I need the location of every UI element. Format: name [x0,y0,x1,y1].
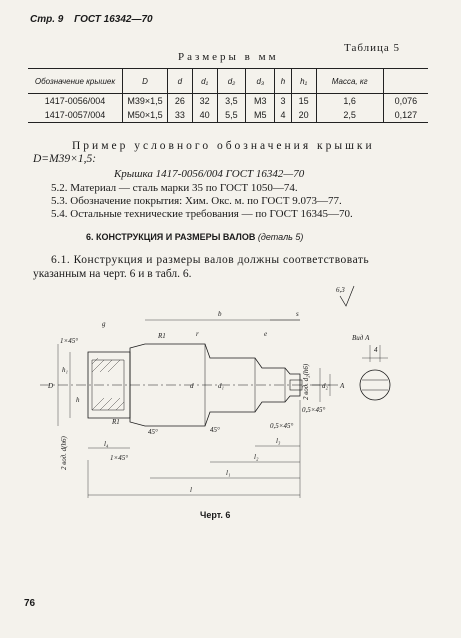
dim-d1-label: d₁ [218,382,224,390]
chamfer-label-1: 1×45° [60,337,79,345]
dim-g-label: g [102,320,106,328]
view-dim-label: 4 [374,346,378,354]
cell: 1,6 [316,94,383,109]
roughness-label-3: 2 вод. d(h6) [60,436,68,470]
cell: 1417-0057/004 [44,110,106,120]
dim-l3-label: l₃ [276,437,281,445]
cell: 3,5 [217,94,246,109]
cell: M5 [246,108,275,123]
cell: 5,5 [217,108,246,123]
dim-h1-label: h₁ [62,366,68,374]
cell: 20 [291,108,316,123]
view-label: Вид А [352,334,370,342]
dim-b-label: b [218,310,222,318]
header-cell: h₁ [291,69,316,94]
radius-label-r: r [196,330,199,338]
chamfer-label-2: 1×45° [110,454,129,462]
table-caption: Размеры в мм [178,51,279,63]
radius-label-2: R1 [112,418,120,426]
chamfer-label-3: 0,5×45° [302,406,326,414]
cell: 0,127 [383,108,428,123]
clause-6-1-line2: указанным на черт. 6 и в табл. 6. [33,268,192,280]
dim-h-label: h [76,396,80,404]
cell: 33 [168,108,193,123]
dim-e-label: e [264,330,268,338]
section-title-text: 6. КОНСТРУКЦИЯ И РАЗМЕРЫ ВАЛОВ [86,232,256,242]
cell: M3 [246,94,275,109]
dim-l1-label: l₁ [226,469,231,477]
cell: 4 [275,108,292,123]
angle-label-1: 45° [148,428,158,436]
view-a-circle [360,370,390,400]
chamfer-label-4: 0,5×45° [270,422,294,430]
example-diameter: D=M39×1,5: [33,153,97,165]
roughness-label: 6,3 [336,286,345,294]
dimension-lines [58,320,330,498]
page-number: 76 [24,598,36,609]
cell: 3 [275,94,292,109]
section-detail: (деталь 5) [257,232,304,242]
angle-label-2: 45° [210,426,220,434]
header-cell: Обозначение крышек [34,76,116,86]
dim-D-label: D [48,382,54,390]
cell: 40 [192,108,217,123]
clause-5-2: 5.2. Материал — сталь марки 35 по ГОСТ 1050—74. [51,182,298,194]
header-cell: d [168,69,193,94]
header-cell: Масса, кг [316,69,383,94]
dim-d2-label: d₂ [322,382,328,390]
cell: 32 [192,94,217,109]
dim-l-label: l [190,486,192,494]
header-cell: d₃ [246,69,275,94]
hatching [92,358,124,410]
example-intro: Пример условного обозначения крышки [72,140,375,152]
roughness-label-2: 2 вод. d₂(h6) [302,363,310,400]
header-cell: h [275,69,292,94]
cell: 1417-0056/004 [44,96,106,106]
cell: 2,5 [316,108,383,123]
dim-l4-label: l₄ [104,440,109,448]
clause-5-4: 5.4. Остальные технические требования — по ГОСТ 16345—70. [51,208,353,220]
cell: 15 [291,94,316,109]
cell: M39×1,5 [123,94,168,109]
cell: 0,076 [383,94,428,109]
header-cell: d₁ [192,69,217,94]
dim-l2-label: l₂ [254,453,259,461]
cell: 26 [168,94,193,109]
dim-s-label: s [296,310,299,318]
drawing-caption: Черт. 6 [200,510,231,520]
cell: M50×1,5 [123,108,168,123]
clause-6-1-line1: 6.1. Конструкция и размеры валов должны соответствовать [51,254,370,266]
radius-label-1: R1 [158,332,166,340]
view-a-label: А [340,382,345,390]
example-designation: Крышка 1417-0056/004 ГОСТ 16342—70 [114,168,305,180]
table-number: Таблица 5 [344,42,401,54]
page-number-header: Стр. 9 [30,14,64,25]
standard-header: ГОСТ 16342—70 [74,14,153,25]
header-cell: D [123,69,168,94]
clause-5-3: 5.3. Обозначение покрытия: Хим. Окс. м. по ГОСТ 9.073—77. [51,195,342,207]
dim-d-label: d [190,382,194,390]
header-cell: d₂ [217,69,246,94]
